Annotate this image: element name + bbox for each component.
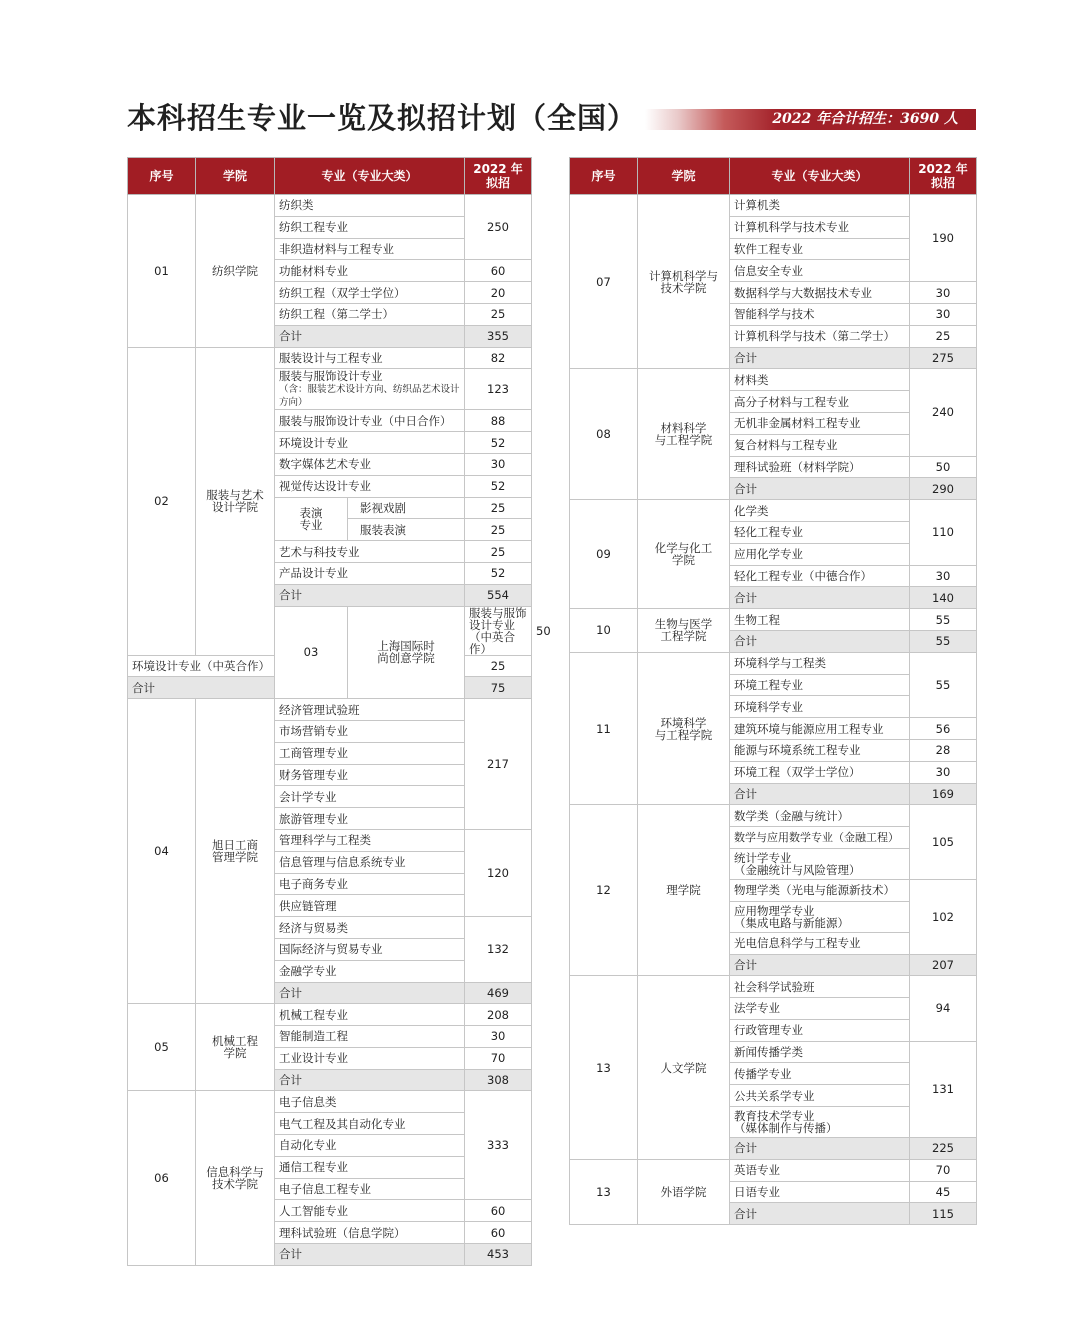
major-category: 管理科学与工程类	[275, 829, 465, 851]
subtotal-label: 合计	[128, 677, 275, 699]
total-enrollment-text: 2022 年合计招生：3690 人	[772, 111, 958, 127]
college-name-line1: 服装与艺术	[206, 488, 264, 503]
plan-count: 30	[910, 282, 977, 304]
major-name	[730, 848, 910, 879]
college-no: 01	[128, 195, 196, 348]
major-name: 理科试验班（材料学院）	[730, 456, 910, 478]
table-header-row	[128, 158, 532, 195]
subtotal-label: 合计	[275, 584, 465, 606]
table-row	[128, 347, 532, 369]
plan-count: 82	[465, 347, 532, 369]
table-row	[570, 805, 977, 827]
plan-count: 94	[910, 976, 977, 1041]
college-name-line1: 旭日工商	[212, 838, 258, 853]
major-name: 环境工程（双学士学位）	[730, 761, 910, 783]
plan-count: 52	[465, 432, 532, 454]
college-name	[638, 369, 730, 500]
subtotal-value: 453	[465, 1244, 532, 1266]
college-no: 07	[570, 195, 638, 369]
subtotal-value: 225	[910, 1138, 977, 1160]
college-name-line1: 生物与医学	[654, 617, 713, 632]
college-no: 05	[128, 1004, 196, 1091]
plan-count: 30	[910, 761, 977, 783]
table-row	[570, 195, 977, 217]
major-name: 软件工程专业	[730, 238, 910, 260]
college-name-line2: 设计学院	[212, 500, 258, 515]
plan-count: 250	[465, 195, 532, 260]
major-name: 艺术与科技专业	[275, 541, 465, 563]
major-name: 信息管理与信息系统专业	[275, 851, 465, 873]
header-no: 序号	[128, 158, 196, 195]
college-no: 06	[128, 1091, 196, 1265]
major-name: 工商管理专业	[275, 742, 465, 764]
college-name-line1: 计算机科学与	[649, 268, 718, 283]
plan-count: 132	[465, 917, 532, 982]
plan-count: 131	[910, 1041, 977, 1137]
header-no: 序号	[570, 158, 638, 195]
major-name: 法学专业	[730, 998, 910, 1020]
plan-count: 123	[465, 369, 532, 410]
major-name: 英语专业	[730, 1159, 910, 1181]
major-name-note: （金融统计与风险管理）	[734, 862, 861, 877]
table-row	[128, 1004, 532, 1026]
major-name: 服装与服饰设计专业（中英合作）	[465, 606, 532, 655]
college-name: 外语学院	[638, 1159, 730, 1224]
table-row	[570, 500, 977, 522]
college-no: 04	[128, 699, 196, 1004]
major-name: 信息安全专业	[730, 260, 910, 282]
major-category: 纺织类	[275, 195, 465, 217]
plan-count: 333	[465, 1091, 532, 1200]
major-category: 社会科学试验班	[730, 976, 910, 998]
college-no: 02	[128, 347, 196, 655]
table-row	[570, 976, 977, 998]
major-name: 通信工程专业	[275, 1156, 465, 1178]
major-name: 数学与应用数学专业（金融工程）	[730, 827, 910, 849]
college-name-line2: 技术学院	[660, 280, 707, 295]
plan-count: 70	[465, 1047, 532, 1069]
major-category-line1: 表演	[299, 505, 323, 520]
major-name-note: （媒体制作与传播）	[734, 1121, 838, 1136]
plan-count: 28	[910, 739, 977, 761]
major-category: 经济与贸易类	[275, 917, 465, 939]
major-category: 环境科学与工程类	[730, 652, 910, 674]
plan-count: 52	[465, 562, 532, 584]
plan-count: 56	[910, 718, 977, 740]
major-name: 纺织工程专业	[275, 216, 465, 238]
college-no: 08	[570, 369, 638, 500]
plan-count: 30	[910, 303, 977, 325]
plan-count: 30	[465, 1026, 532, 1048]
major-name: 功能材料专业	[275, 260, 465, 282]
major-name: 产品设计专业	[275, 562, 465, 584]
college-name-line2: 管理学院	[212, 850, 258, 865]
table-row	[570, 652, 977, 674]
header-plan	[910, 158, 977, 195]
plan-count: 120	[465, 829, 532, 916]
plan-count: 217	[465, 699, 532, 830]
subtotal-value: 140	[910, 587, 977, 609]
major-name: 高分子材料与工程专业	[730, 391, 910, 413]
plan-count: 25	[910, 325, 977, 347]
subtotal-value: 115	[910, 1203, 977, 1225]
major-name: 自动化专业	[275, 1135, 465, 1157]
plan-count: 208	[465, 1004, 532, 1026]
college-name	[196, 1091, 275, 1265]
subtotal-label: 合计	[730, 587, 910, 609]
table-row	[570, 609, 977, 631]
plan-count: 240	[910, 369, 977, 456]
college-name	[638, 609, 730, 653]
plan-count: 55	[910, 652, 977, 717]
major-name: 财务管理专业	[275, 764, 465, 786]
plan-count: 60	[465, 260, 532, 282]
major-name: 数据科学与大数据技术专业	[730, 282, 910, 304]
subtotal-value: 308	[465, 1069, 532, 1091]
plan-count: 52	[465, 475, 532, 497]
subtotal-label: 合计	[730, 478, 910, 500]
college-no: 12	[570, 805, 638, 976]
major-name: 影视戏剧	[348, 497, 465, 519]
major-category-line2: 专业	[299, 517, 323, 532]
major-name: 智能制造工程	[275, 1026, 465, 1048]
major-name: 日语专业	[730, 1181, 910, 1203]
header-plan-line1: 2022 年	[918, 162, 968, 176]
major-name-main: 应用物理学专业	[734, 903, 815, 918]
major-name: 环境设计专业	[275, 432, 465, 454]
subtotal-value: 469	[465, 982, 532, 1004]
subtotal-label: 合计	[730, 630, 910, 652]
header-college: 学院	[638, 158, 730, 195]
college-no: 09	[570, 500, 638, 609]
major-name: 传播学专业	[730, 1063, 910, 1085]
plan-count: 25	[465, 519, 532, 541]
major-name: 能源与环境系统工程专业	[730, 739, 910, 761]
major-name: 复合材料与工程专业	[730, 434, 910, 456]
major-name-note: （含：服装艺术设计方向、纺织品艺术设计方向）	[279, 384, 460, 409]
plan-count: 88	[465, 410, 532, 432]
college-name-line1: 环境科学	[660, 715, 707, 730]
major-name: 旅游管理专业	[275, 808, 465, 830]
major-name: 会计学专业	[275, 786, 465, 808]
major-name	[730, 901, 910, 932]
college-no: 10	[570, 609, 638, 653]
subtotal-value: 55	[910, 630, 977, 652]
plan-count: 25	[465, 497, 532, 519]
major-name: 环境科学专业	[730, 696, 910, 718]
page-title: 本科招生专业一览及拟招计划（全国）	[127, 101, 638, 135]
major-name: 轻化工程专业（中德合作）	[730, 565, 910, 587]
major-name: 无机非金属材料工程专业	[730, 412, 910, 434]
college-name	[638, 195, 730, 369]
plan-count: 110	[910, 500, 977, 565]
table-row: 03 上海国际时 尚创意学院 服装与服饰设计专业（中英合作） 50	[128, 606, 532, 655]
college-name-line2: 与工程学院	[654, 433, 713, 448]
major-name: 轻化工程专业	[730, 521, 910, 543]
major-name: 服装与服饰设计专业（中日合作）	[275, 410, 465, 432]
major-name: 市场营销专业	[275, 720, 465, 742]
college-name-line1: 机械工程	[212, 1034, 258, 1049]
college-name: 理学院	[638, 805, 730, 976]
major-name: 数字媒体艺术专业	[275, 453, 465, 475]
major-name: 视觉传达设计专业	[275, 475, 465, 497]
college-name: 纺织学院	[196, 195, 275, 348]
major-category: 经济管理试验班	[275, 699, 465, 721]
subtotal-label: 合计	[275, 1069, 465, 1091]
plan-count: 55	[910, 609, 977, 631]
header-plan	[465, 158, 532, 195]
college-name	[638, 652, 730, 805]
major-name	[730, 1107, 910, 1138]
major-name: 理科试验班（信息学院）	[275, 1222, 465, 1244]
major-name: 电子信息工程专业	[275, 1178, 465, 1200]
header-plan-line2: 拟招	[930, 176, 955, 190]
plan-count: 190	[910, 195, 977, 282]
major-name: 计算机科学与技术专业	[730, 216, 910, 238]
college-name-line2: 尚创意学院	[377, 651, 435, 666]
plan-count: 105	[910, 805, 977, 880]
major-name: 光电信息科学与工程专业	[730, 932, 910, 954]
major-name: 行政管理专业	[730, 1019, 910, 1041]
college-no: 13	[570, 976, 638, 1160]
plan-count: 70	[910, 1159, 977, 1181]
major-category: 电子信息类	[275, 1091, 465, 1113]
major-name: 应用化学专业	[730, 543, 910, 565]
plan-count: 25	[465, 303, 532, 325]
subtotal-value: 355	[465, 325, 532, 347]
major-name: 纺织工程（第二学士）	[275, 303, 465, 325]
college-name	[348, 606, 465, 699]
subtotal-label: 合计	[730, 783, 910, 805]
plan-count: 45	[910, 1181, 977, 1203]
subtotal-value: 169	[910, 783, 977, 805]
college-name	[196, 699, 275, 1004]
major-name: 非织造材料与工程专业	[275, 238, 465, 260]
subtotal-label: 合计	[275, 1244, 465, 1266]
subtotal-value: 75	[465, 677, 532, 699]
major-category: 计算机类	[730, 195, 910, 217]
plan-count: 102	[910, 879, 977, 954]
enrollment-table-right	[569, 157, 977, 1225]
major-name: 电子商务专业	[275, 873, 465, 895]
major-category: 物理学类（光电与能源新技术）	[730, 879, 910, 901]
major-name: 国际经济与贸易专业	[275, 938, 465, 960]
table-row	[570, 1159, 977, 1181]
college-no: 11	[570, 652, 638, 805]
major-name: 环境设计专业（中英合作）	[128, 655, 275, 677]
header-major: 专业（专业大类）	[730, 158, 910, 195]
major-category: 化学类	[730, 500, 910, 522]
college-name-line1: 化学与化工	[654, 541, 713, 556]
major-name-main: 统计学专业	[734, 850, 792, 865]
major-name: 纺织工程（双学士学位）	[275, 282, 465, 304]
total-banner	[645, 109, 976, 130]
college-name-line1: 材料科学	[660, 421, 707, 436]
subtotal-label: 合计	[730, 954, 910, 976]
major-name-note: （集成电路与新能源）	[734, 915, 849, 930]
subtotal-value: 554	[465, 584, 532, 606]
major-category: 新闻传播学类	[730, 1041, 910, 1063]
table-header-row	[570, 158, 977, 195]
college-name: 人文学院	[638, 976, 730, 1160]
major-name: 公共关系学专业	[730, 1085, 910, 1107]
major-name: 建筑环境与能源应用工程专业	[730, 718, 910, 740]
college-name-line2: 工程学院	[660, 629, 707, 644]
major-name: 计算机科学与技术（第二学士）	[730, 325, 910, 347]
subtotal-label: 合计	[730, 347, 910, 369]
major-name: 电气工程及其自动化专业	[275, 1113, 465, 1135]
major-name: 生物工程	[730, 609, 910, 631]
table-row	[128, 1091, 532, 1113]
major-name: 金融学专业	[275, 960, 465, 982]
college-name-line2: 与工程学院	[654, 727, 713, 742]
subtotal-label: 合计	[730, 1203, 910, 1225]
plan-count: 60	[465, 1200, 532, 1222]
plan-count: 25	[465, 655, 532, 677]
enrollment-table-left	[127, 157, 551, 1266]
major-category: 材料类	[730, 369, 910, 391]
college-name	[638, 500, 730, 609]
major-category	[275, 497, 348, 541]
header-plan-line2: 拟招	[486, 176, 511, 190]
college-name	[196, 1004, 275, 1091]
major-name: 机械工程专业	[275, 1004, 465, 1026]
major-name: 工业设计专业	[275, 1047, 465, 1069]
plan-count: 20	[465, 282, 532, 304]
table-row	[128, 195, 532, 217]
major-name-main: 服装与服饰设计专业	[279, 369, 383, 384]
college-name-line1: 上海国际时	[377, 639, 435, 654]
major-name: 智能科学与技术	[730, 303, 910, 325]
subtotal-value: 290	[910, 478, 977, 500]
subtotal-value: 207	[910, 954, 977, 976]
subtotal-label: 合计	[275, 325, 465, 347]
header-college: 学院	[196, 158, 275, 195]
plan-count: 60	[465, 1222, 532, 1244]
college-name-line2: 学院	[223, 1046, 247, 1061]
college-name-line2: 学院	[672, 553, 695, 568]
major-name: 供应链管理	[275, 895, 465, 917]
major-name: 环境工程专业	[730, 674, 910, 696]
subtotal-label: 合计	[275, 982, 465, 1004]
college-name	[196, 347, 275, 655]
header-plan-line1: 2022 年	[473, 162, 523, 176]
major-category: 数学类（金融与统计）	[730, 805, 910, 827]
major-name-main: 教育技术学专业	[734, 1109, 815, 1124]
header-major: 专业（专业大类）	[275, 158, 465, 195]
subtotal-label: 合计	[730, 1138, 910, 1160]
plan-count: 30	[465, 453, 532, 475]
college-name-line2: 技术学院	[212, 1177, 258, 1192]
plan-count: 50	[910, 456, 977, 478]
subtotal-value: 275	[910, 347, 977, 369]
table-row	[128, 699, 532, 721]
college-no: 03	[275, 606, 348, 699]
college-no: 13	[570, 1159, 638, 1224]
major-name	[275, 369, 465, 410]
college-name-line1: 信息科学与	[206, 1165, 264, 1180]
plan-count: 30	[910, 565, 977, 587]
major-name: 服装设计与工程专业	[275, 347, 465, 369]
major-name: 服装表演	[348, 519, 465, 541]
plan-count: 25	[465, 541, 532, 563]
table-row	[570, 369, 977, 391]
major-name: 人工智能专业	[275, 1200, 465, 1222]
